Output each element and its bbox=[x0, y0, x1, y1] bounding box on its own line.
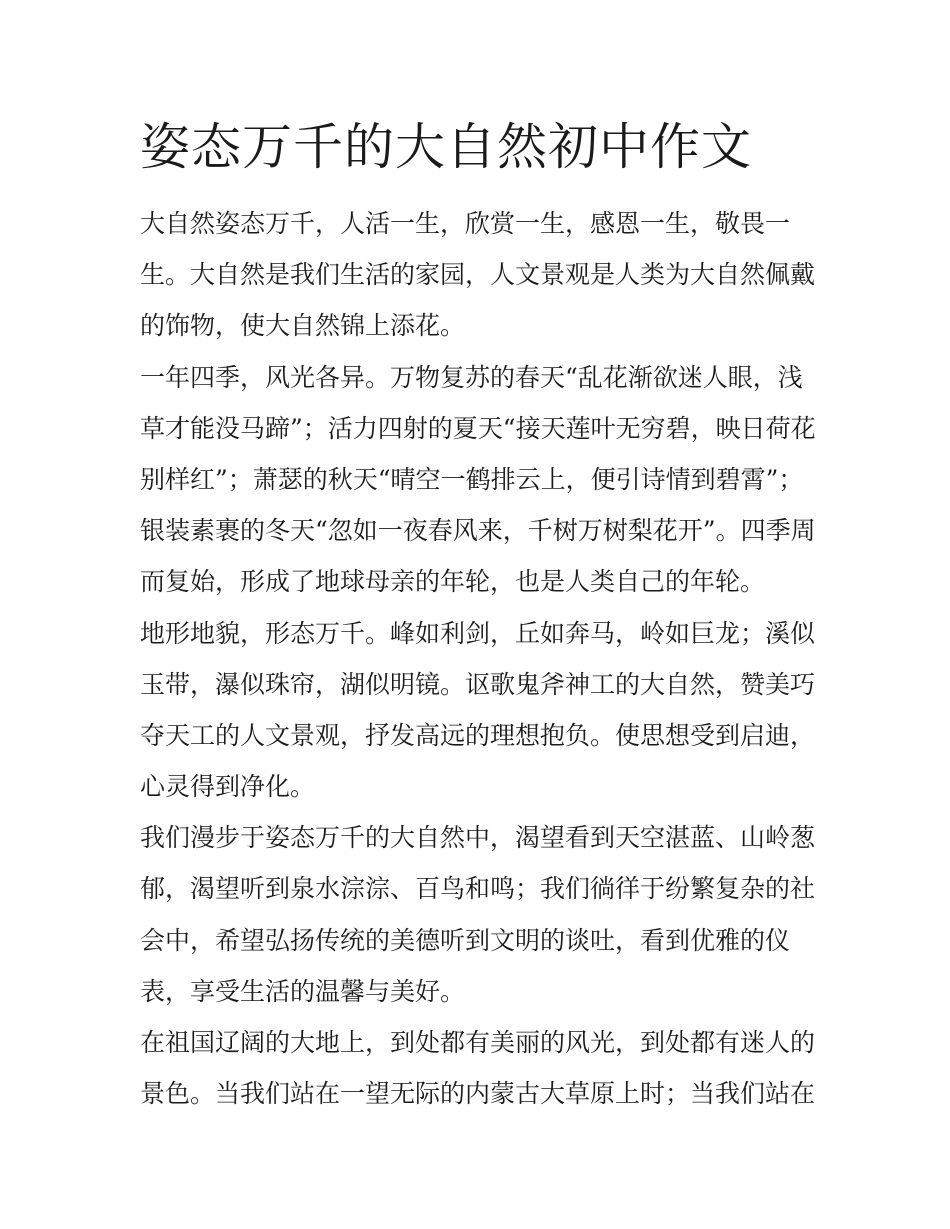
paragraph-1 bbox=[140, 198, 830, 352]
text-line: 郁，渴望听到泉水淙淙、百鸟和鸣；我们徜徉于纷繁复杂的社 bbox=[140, 874, 816, 904]
text-line: 会中，希望弘扬传统的美德听到文明的谈吐，看到优雅的仪 bbox=[140, 925, 791, 955]
text-line: 景色。当我们站在一望无际的内蒙古大草原上时；当我们站在 bbox=[140, 1079, 816, 1109]
paragraph-2 bbox=[140, 352, 830, 608]
text-line: 大自然姿态万千，人活一生，欣赏一生，感恩一生，敬畏一 bbox=[140, 209, 791, 238]
text-line: 的饰物，使大自然锦上添花。 bbox=[140, 311, 466, 341]
text-line: 地形地貌，形态万千。峰如利剑，丘如奔马，岭如巨龙；溪似 bbox=[140, 618, 816, 648]
text-line: 而复始，形成了地球母亲的年轮，也是人类自己的年轮。 bbox=[140, 567, 766, 597]
text-line: 夺天工的人文景观，抒发高远的理想抱负。使思想受到启迪， bbox=[140, 720, 816, 750]
text-line: 生。大自然是我们生活的家园，人文景观是人类为大自然佩戴 bbox=[140, 260, 816, 290]
text-line: 我们漫步于姿态万千的大自然中，渴望看到天空湛蓝、山岭葱 bbox=[140, 823, 816, 853]
text-line: 银装素裹的冬天“忽如一夜春风来，千树万树梨花开”。四季周 bbox=[140, 516, 816, 546]
text-line: 表，享受生活的温馨与美好。 bbox=[140, 976, 466, 1006]
paragraph-5 bbox=[140, 1017, 830, 1119]
paragraph-3 bbox=[140, 608, 830, 813]
text-line: 别样红”；萧瑟的秋天“晴空一鹤排云上，便引诗情到碧霄”； bbox=[140, 464, 804, 494]
document-body bbox=[140, 198, 830, 1119]
text-line: 一年四季，风光各异。万物复苏的春天“乱花渐欲迷人眼，浅 bbox=[140, 362, 803, 392]
text-line: 草才能没马蹄”；活力四射的夏天“接天莲叶无穷碧，映日荷花 bbox=[140, 413, 816, 443]
text-line: 玉带，瀑似珠帘，湖似明镜。讴歌鬼斧神工的大自然，赞美巧 bbox=[140, 669, 816, 699]
document-title: 姿态万千的大自然初中作文 bbox=[140, 118, 752, 176]
text-line: 心灵得到净化。 bbox=[140, 772, 316, 802]
text-line: 在祖国辽阔的大地上，到处都有美丽的风光，到处都有迷人的 bbox=[140, 1028, 816, 1057]
paragraph-4 bbox=[140, 812, 830, 1017]
